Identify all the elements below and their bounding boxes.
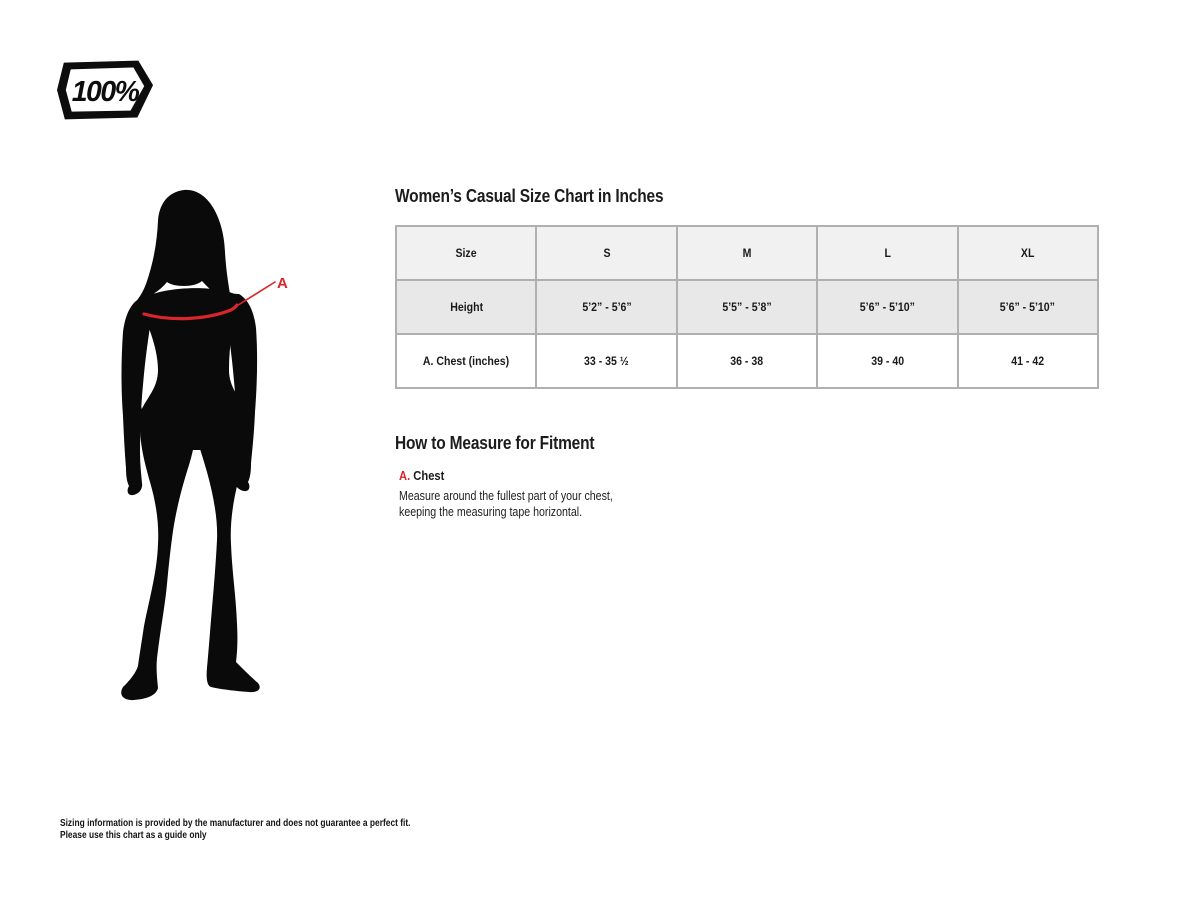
disclaimer-line1: Sizing information is provided by the manufacturer and does not guarantee a perfect fit. [60,818,411,829]
page-title-text: Women’s Casual Size Chart in Inches [395,186,664,206]
height-value-s: 5’2” - 5’6” [536,280,676,334]
chest-value-m: 36 - 38 [677,334,817,388]
measure-item-description [399,489,651,520]
chest-value-s: 33 - 35 ½ [536,334,676,388]
measure-section-title-text: How to Measure for Fitment [395,433,595,453]
chest-label-a: A [277,275,288,292]
logo-text: 100% [71,75,139,108]
header-cell-l: L [817,226,957,280]
height-value-l: 5’6” - 5’10” [817,280,957,334]
woman-silhouette-figure [113,188,295,705]
row-label-height: Height [396,280,536,334]
measure-section-title [395,433,627,454]
header-cell-size: Size [396,226,536,280]
measure-item-chest [399,468,651,520]
chest-value-xl: 41 - 42 [958,334,1098,388]
height-value-m: 5’5” - 5’8” [677,280,817,334]
woman-silhouette [121,190,260,700]
measure-item-key: A. [399,468,411,483]
table-header-row [396,226,1098,280]
silhouette-hair-head [135,190,232,305]
header-cell-s: S [536,226,676,280]
table-row-chest [396,334,1098,388]
sizing-disclaimer [60,818,477,842]
table-row-height [396,280,1098,334]
size-chart-table [395,225,1099,389]
page-title [395,186,707,207]
measure-description-line2: keeping the measuring tape horizontal. [399,504,583,519]
chest-value-l: 39 - 40 [817,334,957,388]
header-cell-xl: XL [958,226,1098,280]
measure-description-line1: Measure around the fullest part of your chest, [399,489,613,503]
disclaimer-line2: Please use this chart as a guide only [60,830,207,841]
header-cell-m: M [677,226,817,280]
brand-logo-100percent-icon [57,59,155,122]
row-label-chest: A. Chest (inches) [396,334,536,388]
measure-item-name: Chest [413,468,445,483]
measure-item-title [399,468,651,483]
height-value-xl: 5’6” - 5’10” [958,280,1098,334]
